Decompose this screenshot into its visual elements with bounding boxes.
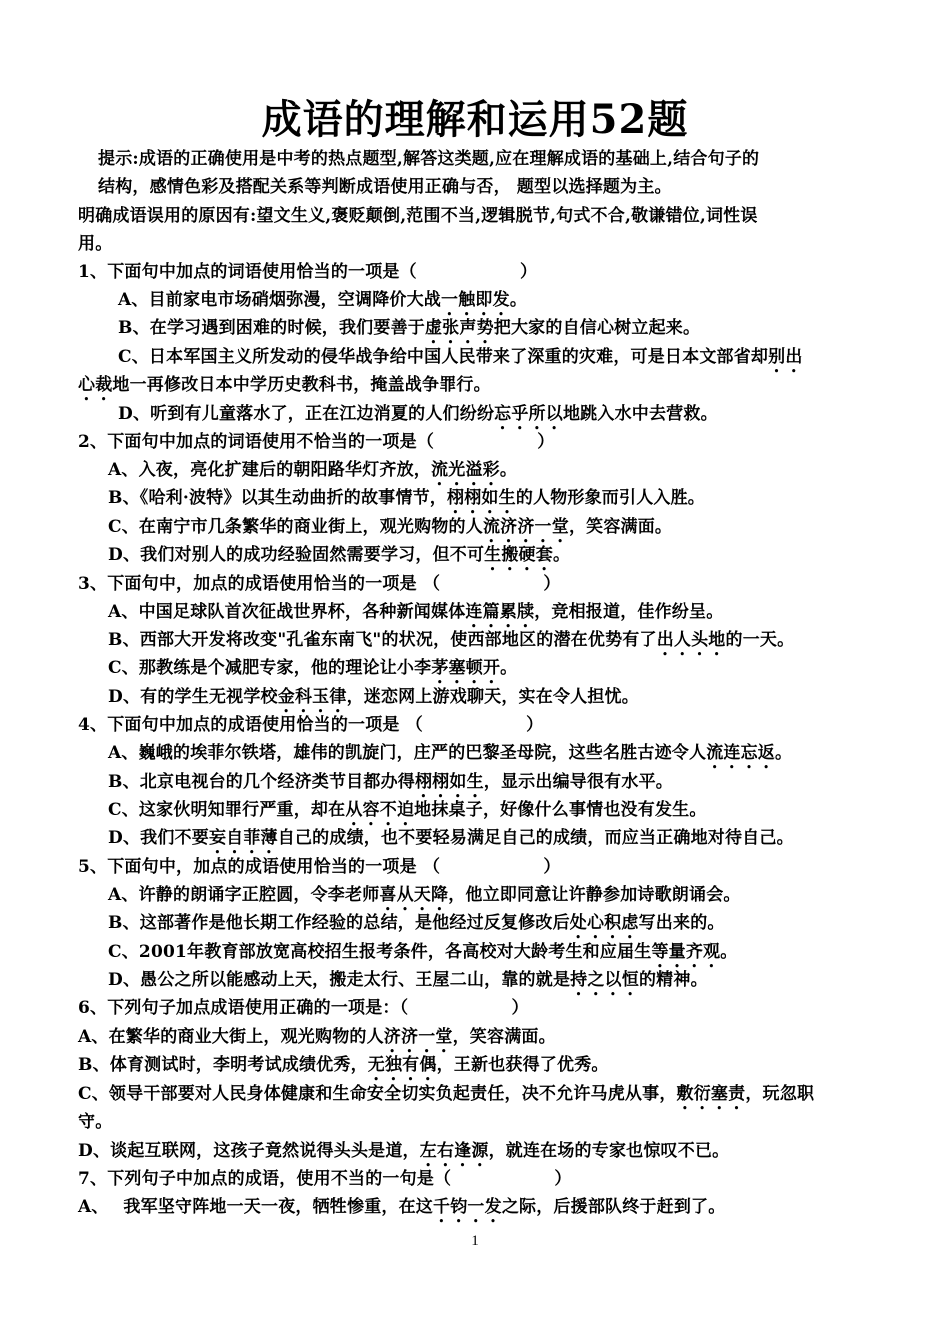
question-6-option-a: A、在繁华的商业大街上，观光购物的人济济一堂，笑容满面。 <box>78 1027 556 1047</box>
emphasized-idiom: 妄自菲薄 <box>208 828 278 848</box>
question-7-option-a: A、 我军坚守阵地一天一夜，牺牲惨重，在这千钧一发之际，后援部队终于赶到了。 <box>78 1197 726 1217</box>
emphasized-idiom: 处心积虑 <box>569 913 639 933</box>
page-title: 成语的理解和运用52题 <box>261 96 689 143</box>
emphasized-idiom: 左右逢源 <box>419 1141 489 1161</box>
hint-line-2: 结构，感情色彩及搭配关系等判断成语使用正确与否， 题型以选择题为主。 <box>98 177 672 197</box>
emphasized-idiom: 千钧一发 <box>433 1197 502 1217</box>
question-6-option-d: D、谈起互联网，这孩子竟然说得头头是道，左右逢源，就连在场的专家也惊叹不已。 <box>78 1141 730 1161</box>
question-4-option-a: A、巍峨的埃菲尔铁塔，雄伟的凯旋门，庄严的巴黎圣母院，这些名胜古迹令人流连忘返。 <box>108 743 793 763</box>
question-2-option-d: D、我们对别人的成功经验固然需要学习，但不可生搬硬套。 <box>108 545 571 565</box>
emphasized-idiom: 连篇累牍 <box>465 602 535 622</box>
emphasized-idiom: 金科玉律 <box>277 687 347 707</box>
emphasized-idiom: 等量齐观 <box>651 942 721 962</box>
question-1-option-c: C、日本军国主义所发动的侵华战争给中国人民带来了深重的灾难，可是日本文部省却别出 <box>118 347 803 367</box>
question-3-option-d: D、有的学生无视学校金科玉律，迷恋网上游戏聊天，实在令人担忧。 <box>108 687 639 707</box>
emphasized-idiom: 敷衍塞责 <box>676 1084 746 1104</box>
question-1-option-c-cont: 心裁地一再修改日本中学历史教科书，掩盖战争罪行。 <box>78 375 491 395</box>
reasons-line-2: 用。 <box>78 234 113 254</box>
emphasized-idiom: 喜从天降 <box>379 885 449 905</box>
emphasized-idiom: 别出 <box>768 347 803 367</box>
emphasized-idiom: 栩栩如生 <box>447 488 516 508</box>
question-1-option-a: A、目前家电市场硝烟弥漫，空调降价大战一触即发。 <box>118 290 528 310</box>
question-5-option-d: D、愚公之所以能感动上天，搬走太行、王屋二山，靠的就是持之以恒的精神。 <box>108 970 708 990</box>
emphasized-idiom: 无独有偶 <box>367 1055 437 1075</box>
question-5-option-c: C、2001年教育部放宽高校招生报考条件，各高校对大龄考生和应届生等量齐观。 <box>108 942 738 962</box>
question-3-stem: 3、下面句中，加点的成语使用恰当的一项是 （ ） <box>78 574 561 594</box>
emphasized-idiom: 出人头地 <box>656 630 726 650</box>
question-5-option-a: A、许静的朗诵字正腔圆，令李老师喜从天降，他立即同意让许静参加诗歌朗诵会。 <box>108 885 741 905</box>
question-7-stem: 7、下列句子中加点的成语，使用不当的一句是（ ） <box>78 1169 572 1189</box>
question-2-option-c: C、在南宁市几条繁华的商业街上，观光购物的人流济济一堂，笑容满面。 <box>108 517 673 537</box>
emphasized-idiom: 心裁 <box>78 375 113 395</box>
hint-line-1: 提示:成语的正确使用是中考的热点题型,解答这类题,应在理解成语的基础上,结合句子的 <box>98 149 760 169</box>
question-4-stem: 4、下面句中加点的成语使用恰当的一项是 （ ） <box>78 715 544 735</box>
emphasized-idiom: 茅塞顿开 <box>431 658 501 678</box>
emphasized-idiom: 持之以恒 <box>570 970 639 990</box>
question-1-option-b: B、在学习遇到困难的时候，我们要善于虚张声势把大家的自信心树立起来。 <box>118 318 701 338</box>
question-6-option-b: B、体育测试时，李明考试成绩优秀，无独有偶，王新也获得了优秀。 <box>78 1055 609 1075</box>
question-6-option-c: C、领导干部要对人民身体健康和生命安全切实负起责任，决不允许马虎从事，敷衍塞责，玩忽职 <box>78 1084 815 1104</box>
question-4-option-c: C、这家伙明知罪行严重，却在从容不迫地抹桌子，好像什么事情也没有发生。 <box>108 800 707 820</box>
emphasized-idiom: 生搬硬套 <box>484 545 553 565</box>
question-1-stem: 1、下面句中加点的词语使用恰当的一项是（ ） <box>78 262 538 282</box>
page-number: 1 <box>471 1233 479 1249</box>
question-3-option-c: C、那教练是个减肥专家，他的理论让小李茅塞顿开。 <box>108 658 518 678</box>
emphasized-idiom: 流济济一堂 <box>482 517 569 537</box>
emphasized-idiom: 栩栩如生 <box>414 772 484 792</box>
emphasized-idiom: 虚张声势 <box>424 318 494 338</box>
question-4-option-b: B、北京电视台的几个经济类节目都办得栩栩如生，显示出编导很有水平。 <box>108 772 673 792</box>
reasons-line-1: 明确成语误用的原因有:望文生义,褒贬颠倒,范围不当,逻辑脱节,句式不合,敬谦错位,词性误 <box>78 206 758 226</box>
question-2-option-a: A、入夜，亮化扩建后的朝阳路华灯齐放，流光溢彩。 <box>108 460 518 480</box>
emphasized-idiom: 一触即发 <box>441 290 510 310</box>
emphasized-idiom: 从容不迫 <box>345 800 415 820</box>
question-6-stem: 6、下列句子加点成语使用正确的一项是：（ ） <box>78 998 529 1018</box>
question-5-option-b: B、这部著作是他长期工作经验的总结，是他经过反复修改后处心积虑写出来的。 <box>108 913 725 933</box>
question-4-option-d: D、我们不要妄自菲薄自己的成绩，也不要轻易满足自己的成绩，而应当正确地对待自己。 <box>108 828 794 848</box>
emphasized-idiom: 忘乎所以 <box>494 404 563 424</box>
emphasized-idiom: 济济一堂 <box>383 1027 453 1047</box>
emphasized-idiom: 流光溢彩 <box>431 460 500 480</box>
question-2-stem: 2、下面句中加点的词语使用不恰当的一项是（ ） <box>78 432 555 452</box>
question-3-option-a: A、中国足球队首次征战世界杯，各种新闻媒体连篇累牍，竞相报道，佳作纷呈。 <box>108 602 724 622</box>
question-3-option-b: B、西部大开发将改变"孔雀东南飞"的状况，使西部地区的潜在优势有了出人头地的一天。 <box>108 630 795 650</box>
emphasized-idiom: 流连忘返 <box>706 743 776 763</box>
question-5-stem: 5、下面句中，加点的成语使用恰当的一项是 （ ） <box>78 857 561 877</box>
question-6-option-c-cont: 守。 <box>78 1112 113 1132</box>
question-2-option-b: B、《哈利·波特》以其生动曲折的故事情节，栩栩如生的人物形象而引人入胜。 <box>108 488 706 508</box>
question-1-option-d: D、听到有儿童落水了，正在江边消夏的人们纷纷忘乎所以地跳入水中去营救。 <box>118 404 718 424</box>
